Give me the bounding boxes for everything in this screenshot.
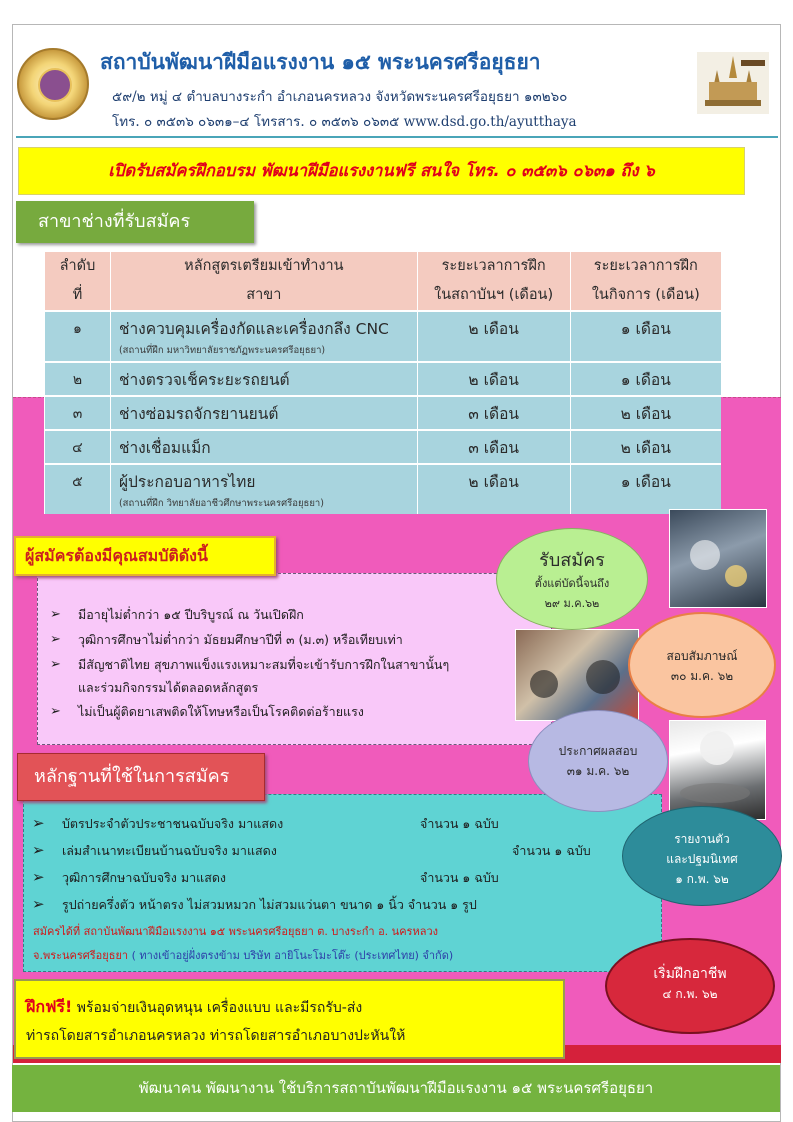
arrow-bullet-icon: ➢ xyxy=(32,868,45,886)
row-no: ๕ xyxy=(45,464,111,514)
free-box-line2: ท่ารถโดยสารอำเภอนครหลวง ท่ารถโดยสารอำเภอบางปะหันให้ xyxy=(26,1028,406,1044)
row-institute-duration: ๒ เดือน xyxy=(417,362,570,396)
courses-table xyxy=(44,252,721,514)
document-quantity: จำนวน ๑ ฉบับ xyxy=(420,816,499,831)
temple-icon xyxy=(697,52,769,114)
apply-location-line1: สมัครได้ที่ สถาบันพัฒนาฝีมือแรงงาน ๑๕ พระนครศรีอยุธยา ต. บางระกำ อ. นครหลวง xyxy=(33,925,439,938)
list-item: ➢ บัตรประจำตัวประชาชนฉบับจริง มาแสดง จำนวน ๑ ฉบับ xyxy=(32,810,652,837)
header-course-name: หลักสูตรเตรียมเข้าทำงาน สาขา xyxy=(110,252,417,311)
result-title: ประกาศผลสอบ xyxy=(558,744,638,758)
train-date: ๔ ก.พ. ๖๒ xyxy=(662,987,718,1001)
arrow-bullet-icon: ➢ xyxy=(32,841,45,859)
row-course: ช่างควบคุมเครื่องกัดและเครื่องกลึง CNC (สถานที่ฝึก มหาวิทยาลัยราชภัฏพระนครศรีอยุธยา) xyxy=(110,311,417,362)
row-institute-duration: ๒ เดือน xyxy=(417,311,570,362)
list-item: ➢ เล่มสำเนาทะเบียนบ้านฉบับจริง มาแสดง จำนวน ๑ ฉบับ xyxy=(32,837,652,864)
list-item: ➢ รูปถ่ายครึ่งตัว หน้าตรง ไม่สวมหมวก ไม่สวมแว่นตา ขนาด ๑ นิ้ว จำนวน ๑ รูป xyxy=(32,891,652,918)
row-course: ช่างตรวจเช็คระยะรถยนต์ xyxy=(110,362,417,396)
result-date: ๓๑ ม.ค. ๖๒ xyxy=(566,764,630,778)
arrow-bullet-icon: ➢ xyxy=(32,814,45,832)
train-title: เริ่มฝึกอาชีพ xyxy=(653,966,727,982)
qualifications-title: ผู้สมัครต้องมีคุณสมบัติดังนี้ xyxy=(14,536,276,576)
row-institute-duration: ๒ เดือน xyxy=(417,464,570,514)
report-subtitle: และปฐมนิเทศ xyxy=(666,852,738,866)
header-divider xyxy=(16,136,778,138)
row-no: ๓ xyxy=(45,396,111,430)
cooking-photo xyxy=(669,720,766,820)
row-course: ช่างเชื่อมแม็ก xyxy=(110,430,417,464)
report-title: รายงานตัว xyxy=(674,832,730,846)
announcement-banner: เปิดรับสมัครฝึกอบรม พัฒนาฝีมือแรงงานฟรี สนใจ โทร. ๐ ๓๕๓๖ ๐๖๓๑ ถึง ๖ xyxy=(18,147,745,195)
row-course: ช่างซ่อมรถจักรยานยนต์ xyxy=(110,396,417,430)
row-no: ๒ xyxy=(45,362,111,396)
row-company-duration: ๑ เดือน xyxy=(570,464,721,514)
table-row xyxy=(45,430,722,464)
header-company-duration: ระยะเวลาการฝึก ในกิจการ (เดือน) xyxy=(570,252,721,311)
table-row xyxy=(45,396,722,430)
documents-list xyxy=(32,810,652,918)
interview-date: ๓๐ ม.ค. ๖๒ xyxy=(670,669,734,683)
row-institute-duration: ๓ เดือน xyxy=(417,430,570,464)
org-name: สถาบันพัฒนาฝีมือแรงงาน ๑๕ พระนครศรีอยุธยา xyxy=(100,49,541,74)
table-row xyxy=(45,362,722,396)
apply-location-line2: จ.พระนครศรีอยุธยา ( ทางเข้าอยู่ฝั่งตรงข้าม บริษัท อายิโนะโมะโต๊ะ (ประเทศไทย) จำกัด) xyxy=(33,949,454,962)
apply-period-oval xyxy=(496,528,648,630)
free-label: ฝึกฟรี! xyxy=(26,997,73,1016)
documents-title: หลักฐานที่ใช้ในการสมัคร xyxy=(17,753,265,801)
header-institute-duration: ระยะเวลาการฝึก ในสถาบันฯ (เดือน) xyxy=(417,252,570,311)
apply-location xyxy=(33,920,653,968)
dsd-emblem-icon xyxy=(17,48,89,120)
header-no: ลำดับ ที่ xyxy=(45,252,111,311)
list-item: ➢ มีสัญชาติไทย สุขภาพแข็งแรงเหมาะสมที่จะเข้ารับการฝึกในสาขานั้นๆ และร่วมกิจกรรมได้ตลอดหลักสูตร xyxy=(50,652,550,699)
free-training-box: ฝึกฟรี! พร้อมจ่ายเงินอุดหนุน เครื่องแบบ และมีรถรับ-ส่ง ท่ารถโดยสารอำเภอนครหลวง ท่ารถโดยสารอำเภอบางปะหันให้ xyxy=(14,979,565,1059)
report-orientation-oval xyxy=(622,806,782,906)
org-address: ๕๙/๒ หมู่ ๔ ตำบลบางระกำ อำเภอนครหลวง จังหวัดพระนครศรีอยุธยา ๑๓๒๖๐ xyxy=(112,89,568,105)
row-company-duration: ๒ เดือน xyxy=(570,430,721,464)
list-item: ➢ วุฒิการศึกษาไม่ต่ำกว่า มัธยมศึกษาปีที่ ๓ (ม.๓) หรือเทียบเท่า xyxy=(50,627,550,652)
table-row xyxy=(45,311,722,362)
row-company-duration: ๑ เดือน xyxy=(570,362,721,396)
courses-section-title: สาขาช่างที่รับสมัคร xyxy=(16,201,254,243)
welding-photo xyxy=(669,509,767,608)
apply-until: ๒๙ ม.ค.๖๒ xyxy=(544,597,600,610)
arrow-bullet-icon: ➢ xyxy=(50,657,61,672)
report-date: ๑ ก.พ. ๖๒ xyxy=(675,872,729,886)
row-course: ผู้ประกอบอาหารไทย (สถานที่ฝึก วิทยาลัยอาชีวศึกษาพระนครศรีอยุธยา) xyxy=(110,464,417,514)
footer-slogan: พัฒนาคน พัฒนางาน ใช้บริการสถาบันพัฒนาฝีมือแรงงาน ๑๕ พระนครศรีอยุธยา xyxy=(12,1065,780,1112)
table-header-row xyxy=(45,252,722,311)
motorcycle-repair-photo xyxy=(515,629,639,721)
row-company-duration: ๒ เดือน xyxy=(570,396,721,430)
training-start-oval xyxy=(605,938,775,1034)
interview-oval xyxy=(628,612,776,718)
arrow-bullet-icon: ➢ xyxy=(50,704,61,719)
row-institute-duration: ๓ เดือน xyxy=(417,396,570,430)
row-company-duration: ๑ เดือน xyxy=(570,311,721,362)
document-quantity: จำนวน ๑ ฉบับ xyxy=(512,843,591,858)
arrow-bullet-icon: ➢ xyxy=(50,632,61,647)
apply-from: ตั้งแต่บัดนี้จนถึง xyxy=(534,577,610,590)
list-item: ➢ มีอายุไม่ต่ำกว่า ๑๕ ปีบริบูรณ์ ณ วันเปิดฝึก xyxy=(50,602,550,627)
apply-title: รับสมัคร xyxy=(539,550,605,571)
qualifications-list xyxy=(50,602,550,724)
row-no: ๑ xyxy=(45,311,111,362)
result-announcement-oval xyxy=(528,710,668,812)
row-no: ๔ xyxy=(45,430,111,464)
interview-title: สอบสัมภาษณ์ xyxy=(666,649,738,663)
list-item: ➢ วุฒิการศึกษาฉบับจริง มาแสดง จำนวน ๑ ฉบับ xyxy=(32,864,652,891)
arrow-bullet-icon: ➢ xyxy=(50,607,61,622)
document-quantity: จำนวน ๑ ฉบับ xyxy=(420,870,499,885)
list-item: ➢ ไม่เป็นผู้ติดยาเสพติดให้โทษหรือเป็นโรคติดต่อร้ายแรง xyxy=(50,699,550,724)
arrow-bullet-icon: ➢ xyxy=(32,895,45,913)
table-row xyxy=(45,464,722,514)
org-contact: โทร. ๐ ๓๕๓๖ ๐๖๓๑–๔ โทรสาร. ๐ ๓๕๓๖ ๐๖๓๕ www.dsd.go.th/ayutthaya xyxy=(112,114,577,130)
